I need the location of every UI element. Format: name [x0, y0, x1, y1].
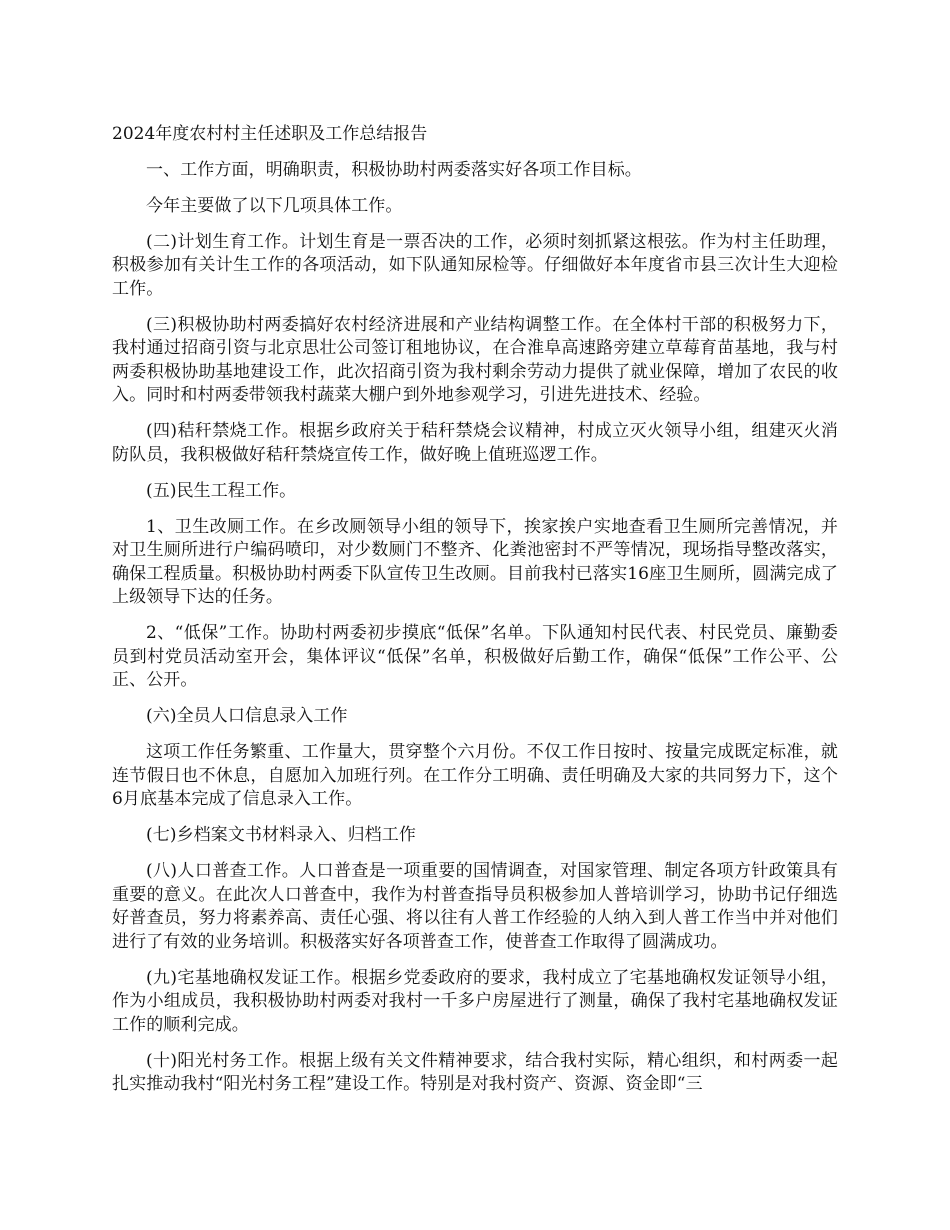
paragraph-4: (三)积极协助村两委搞好农村经济进展和产业结构调整工作。在全体村干部的积极努力下，我村通过招商引资与北京思壮公司签订租地协议，在合淮阜高速路旁建立草莓育苗基地，我与村两委积极协助基地建设工作，此次招商引资为我村剩余劳动力提供了就业保障，增加了农民的收入。同时和村两委带领我村蔬菜大棚户到外地参观学习，引进先进技术、经验。	[112, 314, 838, 405]
paragraph-7: 1、卫生改厕工作。在乡改厕领导小组的领导下，挨家挨户实地查看卫生厕所完善情况，并对卫生厕所进行户编码喷印，对少数厕门不整齐、化粪池密封不严等情况，现场指导整改落实，确保工程质量。积极协助村两委下队宣传卫生改厕。目前我村已落实16座卫生厕所，圆满完成了上级领导下达的任务。	[112, 516, 838, 607]
paragraph-3: (二)计划生育工作。计划生育是一票否决的工作，必须时刻抓紧这根弦。作为村主任助理，积极参加有关计生工作的各项活动，如下队通知尿检等。仔细做好本年度省市县三次计生大迎检工作。	[112, 231, 838, 299]
document-title: 2024年度农村村主任述职及工作总结报告	[112, 124, 428, 144]
paragraph-5: (四)秸秆禁烧工作。根据乡政府关于秸秆禁烧会议精神，村成立灭火领导小组，组建灭火消防队员，我积极做好秸秆禁烧宣传工作，做好晚上值班巡逻工作。	[112, 421, 838, 465]
paragraph-10: 这项工作任务繁重、工作量大，贯穿整个六月份。不仅工作日按时、按量完成既定标准，就连节假日也不休息，自愿加入加班行列。在工作分工明确、责任明确及大家的共同努力下，这个6月底基本完成了信息录入工作。	[112, 742, 838, 809]
paragraph-14: (十)阳光村务工作。根据上级有关文件精神要求，结合我村实际，精心组织，和村两委一起扎实推动我村“阳光村务工程”建设工作。特别是对我村资产、资源、资金即“三	[112, 1050, 838, 1094]
paragraph-1: 一、工作方面，明确职责，积极协助村两委落实好各项工作目标。	[146, 159, 642, 180]
paragraph-12: (八)人口普查工作。人口普查是一项重要的国情调查，对国家管理、制定各项方针政策具有重要的意义。在此次人口普查中，我作为村普查指导员积极参加人普培训学习，协助书记仔细选好普查员，努力将素养高、责任心强、将以往有人普工作经验的人纳入到人普工作当中并对他们进行了有效的业务培训。积极落实好各项普查工作，使普查工作取得了圆满成功。	[112, 861, 838, 952]
paragraph-9: (六)全员人口信息录入工作	[146, 706, 348, 726]
paragraph-8: 2、“低保”工作。协助村两委初步摸底“低保”名单。下队通知村民代表、村民党员、廉勤委员到村党员活动室开会，集体评议“低保”名单，积极做好后勤工作，确保“低保”工作公平、公正、公开。	[112, 623, 838, 690]
paragraph-11: (七)乡档案文书材料录入、归档工作	[146, 825, 416, 845]
paragraph-2: 今年主要做了以下几项具体工作。	[146, 195, 403, 216]
document-page	[112, 123, 838, 1109]
paragraph-6: (五)民生工程工作。	[146, 480, 297, 501]
paragraph-13: (九)宅基地确权发证工作。根据乡党委政府的要求，我村成立了宅基地确权发证领导小组，作为小组成员，我积极协助村两委对我村一千多户房屋进行了测量，确保了我村宅基地确权发证工作的顺利完成。	[112, 967, 838, 1035]
